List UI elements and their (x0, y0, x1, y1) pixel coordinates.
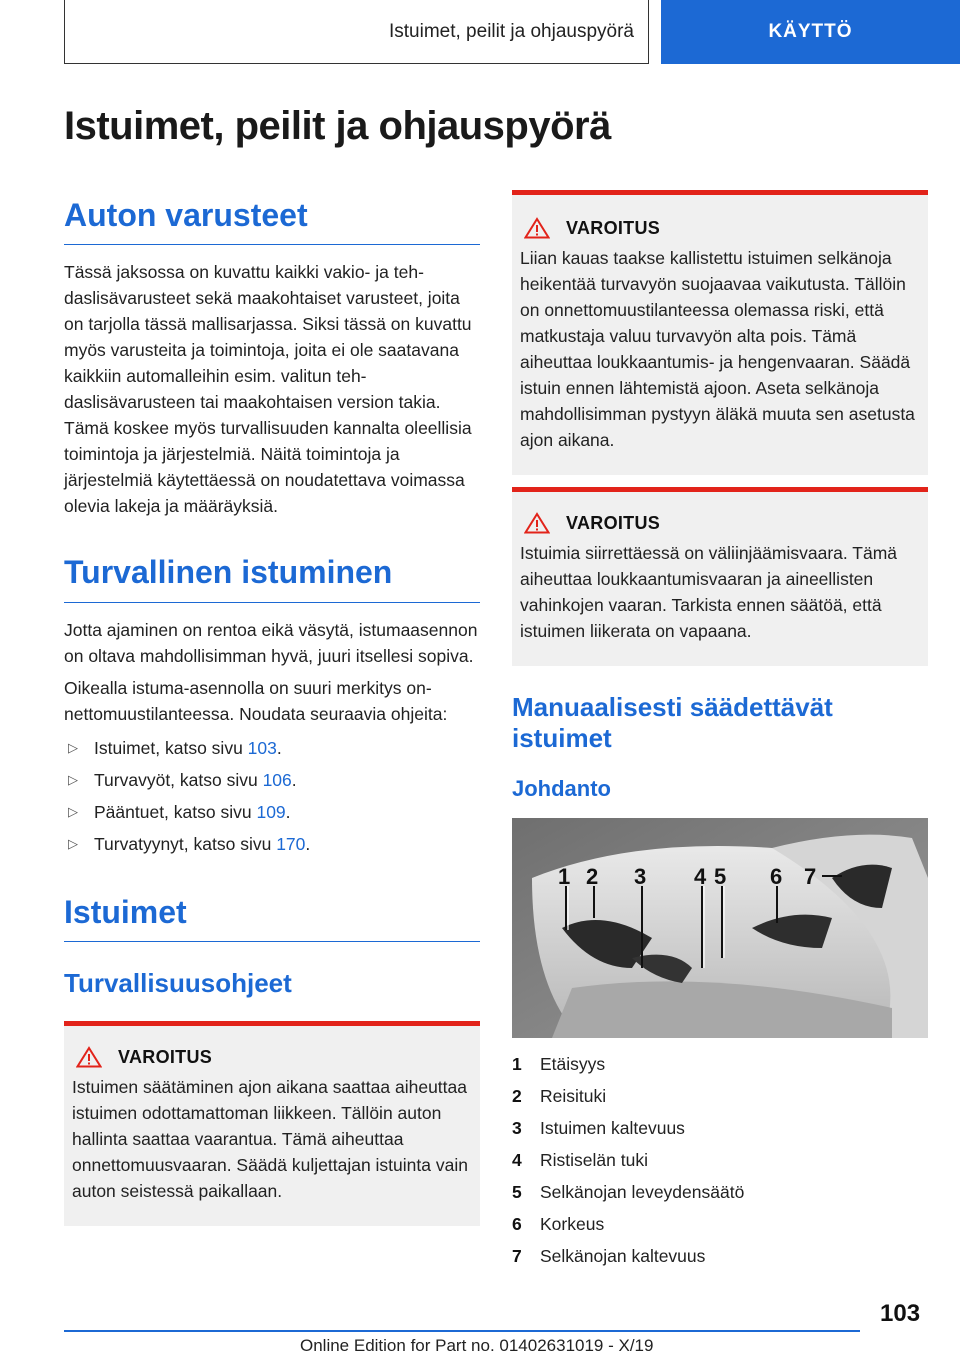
list-item (512, 1208, 928, 1240)
warning-triangle-icon (524, 217, 550, 239)
legend-label: Etäisyys (540, 1054, 606, 1075)
photo-label-1: 1 (558, 864, 571, 890)
legend-label: Selkänojan kaltevuus (540, 1246, 706, 1267)
left-column (64, 190, 480, 1226)
legend-label: Korkeus (540, 1214, 605, 1235)
list-item (512, 1240, 928, 1272)
warning-box-backrest (512, 190, 928, 475)
heading-istuimet: Istuimet (64, 893, 480, 942)
warning-label: VAROITUS (566, 217, 661, 238)
heading-auton-varusteet: Auton varusteet (64, 196, 480, 245)
list-item (512, 1048, 928, 1080)
page-link[interactable]: 103 (247, 737, 277, 758)
warning-text: Liian kauas taakse kallistettu istuimen selkänoja heikentää turvavyön suojaavaa vaikutusta. Tällöin on onnettomuustilanteessa olemassa riski, että matkustaja valuu turvavyön alta pois. Tämä aiheuttaa loukkaantumis- ja hengenvaaran. Säädä istuin ennen lähtemistä ajoon. Aseta selkänoja mahdollisimman pystyyn äläkä muuta sen asetusta ajon aikana. (520, 248, 915, 450)
header-section-title: Istuimet, peilit ja ohjauspyörä (388, 20, 634, 42)
list-item (512, 1112, 928, 1144)
photo-label-4: 4 (694, 864, 707, 890)
heading-johdanto: Johdanto (512, 776, 611, 802)
legend-label: Reisituki (540, 1086, 607, 1107)
photo-label-7: 7 (804, 864, 817, 890)
legend-label: Ristiselän tuki (540, 1150, 648, 1171)
bullet-text: Istuimet, katso sivu (94, 737, 248, 758)
warning-label: VAROITUS (566, 512, 661, 533)
warning-label: VAROITUS (118, 1046, 213, 1067)
right-column (512, 190, 928, 1272)
photo-label-2: 2 (586, 864, 599, 890)
turvallinen-p2: Oikealla istuma-asennolla on suuri merkitys onnettomuustilanteessa. Noudata seuraavia ohjeita: (64, 677, 448, 724)
legend-label: Istuimen kaltevuus (540, 1118, 685, 1139)
photo-label-6: 6 (770, 864, 783, 890)
bullet-text: Pääntuet, katso sivu (94, 801, 257, 822)
photo-label-3: 3 (634, 864, 647, 890)
heading-manuaaliset-istuimet: Manuaalisesti säädettävät istuimet (512, 692, 833, 754)
warning-box-seat-adjust (64, 1021, 480, 1226)
page-link[interactable]: 170 (276, 833, 306, 854)
triangle-bullet-icon: ▷ (68, 835, 78, 851)
list-item (512, 1144, 928, 1176)
heading-turvallisuusohjeet: Turvallisuusohjeet (64, 968, 292, 999)
legend-label: Selkänojan leveydensäätö (540, 1182, 745, 1203)
list-item: ▷ Turvatyynyt, katso sivu 170. (64, 831, 480, 857)
footer-edition: Online Edition for Part no. 01402631019 - X/19 (300, 1336, 654, 1355)
header-section-box (64, 0, 649, 64)
list-item: ▷ Pääntuet, katso sivu 109. (64, 799, 480, 825)
warning-box-pinch (512, 487, 928, 666)
legend-number: 3 (512, 1118, 522, 1139)
legend-number: 6 (512, 1214, 522, 1235)
page-link[interactable]: 109 (256, 801, 286, 822)
bullet-text: Turvatyynyt, katso sivu (94, 833, 277, 854)
warning-triangle-icon (524, 512, 550, 534)
page-number: 103 (880, 1300, 921, 1327)
page-link[interactable]: 106 (262, 769, 292, 790)
bullet-text: Turvavyöt, katso sivu (94, 769, 263, 790)
list-item: ▷ Istuimet, katso sivu 103. (64, 735, 480, 761)
turvallinen-p1: Jotta ajaminen on rentoa eikä väsytä, istumaasennon on oltava mahdollisimman hyvä, juuri itsellesi sopiva. (64, 619, 478, 666)
triangle-bullet-icon: ▷ (68, 803, 78, 819)
photo-label-5: 5 (714, 864, 727, 890)
seat-controls-legend (512, 1048, 928, 1272)
warning-text: Istuimia siirrettäessä on väliinjäämisvaara. Tämä aiheuttaa loukkaantumisvaaran ja aineellisten vahinkojen vaaran. Tarkista ennen säätöä, että istuimen liikerata on vapaana. (520, 543, 898, 641)
legend-number: 1 (512, 1054, 522, 1075)
list-item (512, 1080, 928, 1112)
warning-triangle-icon (76, 1046, 102, 1068)
list-item: ▷ Turvavyöt, katso sivu 106. (64, 767, 480, 793)
safety-bullet-list (64, 735, 480, 857)
auton-varusteet-text: Tässä jaksossa on kuvattu kaikki vakio- ja tehdaslisävarusteet sekä maakohtaiset varusteet, joita on tarjolla tässä mallisarjassa. Siksi tässä on kuvattu myös varusteita ja toimintoja, joita ei ole saatavana kaikkiin automalleihin esim. valitun tehdaslisävarusteen tai maakohtaisen version takia. Tämä koskee myös turvallisuuden kannalta oleellisia toimintoja ja järjestelmiä. Näitä toimintoja ja järjestelmiä käytettäessä on noudatettava voimassa olevia lakeja ja määräyksiä. (64, 262, 472, 517)
seat-photo-illustration (512, 818, 928, 1038)
triangle-bullet-icon: ▷ (68, 771, 78, 787)
triangle-bullet-icon: ▷ (68, 739, 78, 755)
seat-controls-photo (512, 818, 928, 1038)
list-item (512, 1176, 928, 1208)
heading-turvallinen-istuminen: Turvallinen istuminen (64, 553, 480, 602)
legend-number: 7 (512, 1246, 522, 1267)
header-chapter-tab[interactable] (661, 0, 960, 64)
legend-number: 4 (512, 1150, 522, 1171)
legend-number: 2 (512, 1086, 522, 1107)
footer-divider (64, 1330, 860, 1332)
header-chapter-label: KÄYTTÖ (768, 21, 853, 42)
warning-text: Istuimen säätäminen ajon aikana saattaa aiheuttaa istuimen odottamattoman liikkeen. Tällöin auton hallinta saattaa vaarantua. Tämä aiheuttaa onnettomuusvaaran. Säädä kuljettajan istuinta vain auton seistessä paikallaan. (72, 1077, 468, 1202)
page-title: Istuimet, peilit ja ohjauspyörä (64, 104, 611, 148)
legend-number: 5 (512, 1182, 522, 1203)
